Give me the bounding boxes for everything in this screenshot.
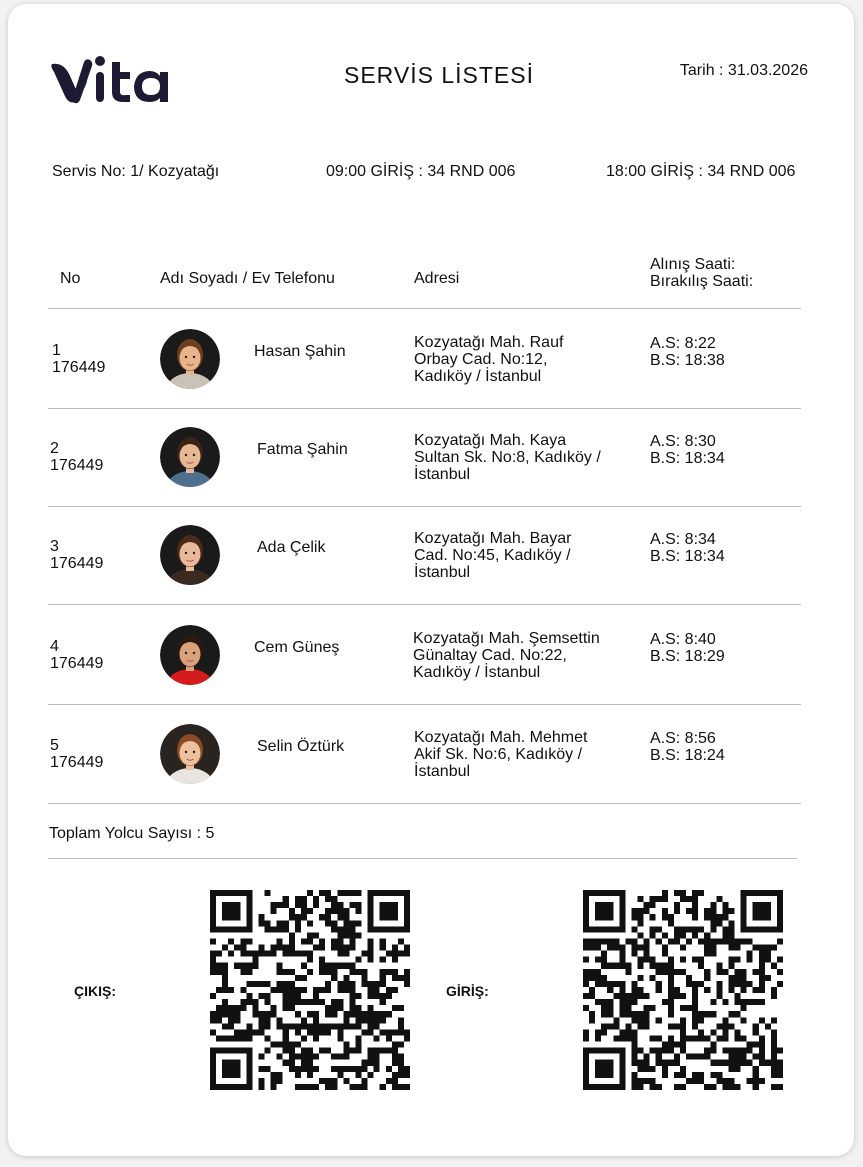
pickup-time: A.S: 8:30 <box>650 433 716 450</box>
student-name: Hasan Şahin <box>254 343 346 360</box>
pickup-time: A.S: 8:40 <box>650 631 716 648</box>
pickup-dropoff-times <box>650 631 725 665</box>
address-line: Günaltay Cad. No:22, <box>413 647 567 664</box>
address-line: Kozyatağı Mah. Rauf <box>414 334 564 351</box>
page-title: SERVİS LİSTESİ <box>344 62 534 88</box>
service-number: Servis No: 1/ Kozyatağı <box>52 163 220 180</box>
address-line: Kozyatağı Mah. Şemsettin <box>413 630 600 647</box>
dropoff-time: B.S: 18:24 <box>650 747 725 764</box>
address-line: Kadıköy / İstanbul <box>413 664 541 681</box>
morning-entry: 09:00 GİRİŞ : 34 RND 006 <box>326 163 516 180</box>
student-address <box>414 530 571 581</box>
address-line: İstanbul <box>414 763 471 780</box>
document-date: Tarih : 31.03.2026 <box>679 62 808 79</box>
row-number: 2 <box>50 440 59 457</box>
row-number: 5 <box>50 737 59 754</box>
student-address <box>413 630 600 681</box>
pickup-time: A.S: 8:56 <box>650 730 716 747</box>
exit-qr-label: ÇIKIŞ: <box>74 983 116 999</box>
home-phone: 176449 <box>50 655 104 672</box>
address-line: Kadıköy / İstanbul <box>414 368 542 385</box>
row-divider <box>48 506 801 507</box>
row-number-phone <box>50 538 103 572</box>
pickup-dropoff-times <box>650 335 725 369</box>
dropoff-time: B.S: 18:29 <box>650 648 725 665</box>
student-address <box>414 334 563 385</box>
address-line: Cad. No:45, Kadıköy / <box>414 547 571 564</box>
student-photo <box>160 329 220 389</box>
row-number: 3 <box>50 538 59 555</box>
address-line: Sultan Sk. No:8, Kadıköy / <box>414 449 601 466</box>
footer-divider <box>48 858 797 859</box>
row-divider <box>48 604 801 605</box>
address-line: Kozyatağı Mah. Bayar <box>414 530 572 547</box>
pickup-dropoff-times <box>650 730 725 764</box>
dropoff-time: B.S: 18:34 <box>650 548 725 565</box>
student-name: Cem Güneş <box>254 639 340 656</box>
evening-entry: 18:00 GİRİŞ : 34 RND 006 <box>606 163 796 180</box>
entry-qr-label: GİRİŞ: <box>446 983 489 999</box>
student-address <box>414 432 601 483</box>
pickup-time: A.S: 8:34 <box>650 531 716 548</box>
student-name: Ada Çelik <box>257 539 326 556</box>
entry-qr-code <box>583 890 783 1090</box>
home-phone: 176449 <box>50 555 104 572</box>
pickup-dropoff-times <box>650 531 725 565</box>
student-photo <box>160 427 220 487</box>
student-name: Selin Öztürk <box>257 738 345 755</box>
pickup-time: A.S: 8:22 <box>650 335 716 352</box>
address-line: Kozyatağı Mah. Kaya <box>414 432 567 449</box>
column-header-pickup: Alınış Saati: <box>650 256 736 273</box>
address-line: Akif Sk. No:6, Kadıköy / <box>414 746 583 763</box>
student-address <box>414 729 587 780</box>
row-number-phone <box>50 638 103 672</box>
passenger-total: Toplam Yolcu Sayısı : 5 <box>49 825 215 842</box>
row-number-phone <box>52 342 105 376</box>
address-line: Kozyatağı Mah. Mehmet <box>414 729 588 746</box>
row-divider <box>48 803 801 804</box>
dropoff-time: B.S: 18:34 <box>650 450 725 467</box>
home-phone: 176449 <box>50 754 104 771</box>
pickup-dropoff-times <box>650 433 725 467</box>
row-number: 1 <box>52 342 61 359</box>
row-divider <box>48 408 801 409</box>
home-phone: 176449 <box>52 359 106 376</box>
student-photo <box>160 724 220 784</box>
row-number-phone <box>50 440 103 474</box>
column-header-dropoff: Bırakılış Saati: <box>650 273 754 290</box>
address-line: İstanbul <box>414 564 471 581</box>
column-header-address: Adresi <box>414 270 460 287</box>
home-phone: 176449 <box>50 457 104 474</box>
dropoff-time: B.S: 18:38 <box>650 352 725 369</box>
row-number-phone <box>50 737 103 771</box>
student-photo <box>160 625 220 685</box>
table-divider <box>48 308 801 309</box>
student-name: Fatma Şahin <box>257 441 348 458</box>
column-header-name: Adı Soyadı / Ev Telefonu <box>160 270 335 287</box>
address-line: Orbay Cad. No:12, <box>414 351 548 368</box>
exit-qr-code <box>210 890 410 1090</box>
address-line: İstanbul <box>414 466 471 483</box>
column-header-no: No <box>60 270 81 287</box>
row-divider <box>48 704 801 705</box>
student-photo <box>160 525 220 585</box>
column-header-times <box>650 256 753 290</box>
row-number: 4 <box>50 638 59 655</box>
service-list-document <box>8 4 854 1156</box>
